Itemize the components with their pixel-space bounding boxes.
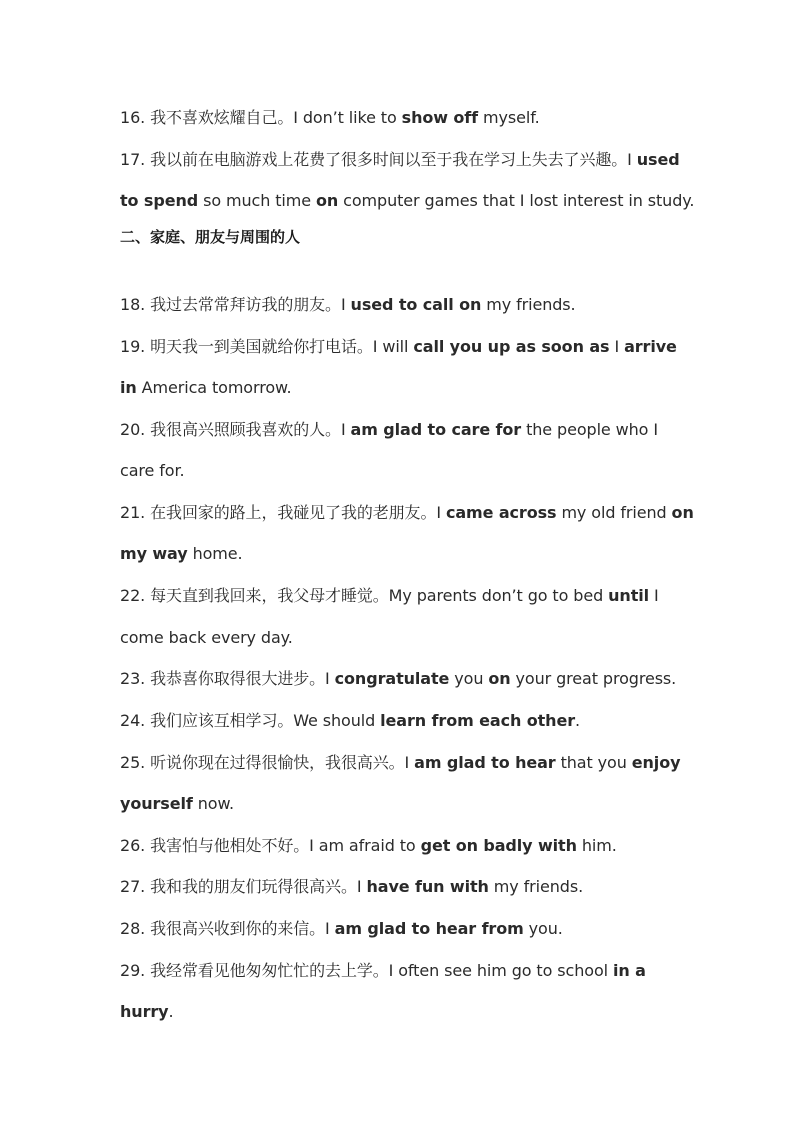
sentence-text: 29.	[120, 961, 151, 980]
sentence-text: 我们应该互相学习。We should	[150, 711, 381, 730]
sentence-text: 我不喜欢炫耀自己。I don’t like to	[150, 108, 402, 127]
sentence-text: my friends.	[488, 877, 584, 896]
sentence-text: care for.	[120, 461, 185, 480]
sentence-text: I	[609, 337, 625, 356]
sentence-text: come back every day.	[120, 628, 293, 647]
sentence-text: 我恭喜你取得很大进步。I	[150, 669, 335, 688]
sentence-text: home.	[187, 544, 243, 563]
sentence-text: 21.	[120, 503, 151, 522]
sentence-text: .	[168, 1002, 174, 1021]
sentence-line-24	[120, 710, 690, 732]
sentence-text: myself.	[478, 108, 540, 127]
sentence-text: 17.	[120, 150, 151, 169]
sentence-text: 22.	[120, 586, 151, 605]
sentence-line-25b	[120, 793, 690, 815]
key-phrase: am glad to care for	[350, 420, 522, 439]
sentence-text: 16.	[120, 108, 151, 127]
key-phrase: congratulate	[334, 669, 450, 688]
key-phrase: on	[315, 191, 339, 210]
sentence-text: you.	[523, 919, 563, 938]
sentence-text: my old friend	[556, 503, 672, 522]
sentence-text: 25.	[120, 753, 151, 772]
sentence-text: 明天我一到美国就给你打电话。I will	[150, 337, 414, 356]
sentence-text: 26.	[120, 836, 151, 855]
sentence-text: 23.	[120, 669, 151, 688]
sentence-text: 28.	[120, 919, 151, 938]
key-phrase: enjoy	[631, 753, 681, 772]
sentence-line-20a	[120, 419, 690, 441]
key-phrase: call you up as soon as	[413, 337, 610, 356]
sentence-line-22b	[120, 627, 690, 649]
sentence-line-17b	[120, 190, 695, 212]
key-phrase: in a	[612, 961, 646, 980]
sentence-text: 19.	[120, 337, 151, 356]
sentence-text: 我经常看见他匆匆忙忙的去上学。I often see him go to school	[150, 961, 613, 980]
key-phrase: on	[671, 503, 694, 522]
sentence-text: so much time	[198, 191, 316, 210]
sentence-text: America tomorrow.	[136, 378, 292, 397]
sentence-text: 我和我的朋友们玩得很高兴。I	[150, 877, 367, 896]
key-phrase: hurry	[120, 1002, 169, 1021]
sentence-line-16	[120, 107, 690, 129]
sentence-text: that you	[555, 753, 632, 772]
sentence-line-21a	[120, 502, 694, 524]
sentence-line-21b	[120, 543, 690, 565]
key-phrase: arrive	[624, 337, 677, 356]
sentence-text: 27.	[120, 877, 151, 896]
key-phrase: am glad to hear from	[334, 919, 524, 938]
sentence-text: 听说你现在过得很愉快，我很高兴。I	[150, 753, 415, 772]
key-phrase: to spend	[120, 191, 199, 210]
key-phrase: show off	[401, 108, 479, 127]
sentence-text: your great progress.	[510, 669, 677, 688]
key-phrase: get on badly with	[420, 836, 577, 855]
sentence-text: I	[649, 586, 659, 605]
key-phrase: used to call on	[350, 295, 482, 314]
sentence-text: 我很高兴收到你的来信。I	[150, 919, 335, 938]
sentence-text: 在我回家的路上，我碰见了我的老朋友。I	[150, 503, 446, 522]
key-phrase: learn from each other	[380, 711, 575, 730]
sentence-text: the people who I	[521, 420, 658, 439]
key-phrase: used	[636, 150, 680, 169]
sentence-line-28	[120, 918, 690, 940]
key-phrase: in	[120, 378, 137, 397]
sentence-line-17a	[120, 149, 690, 171]
sentence-text: .	[575, 711, 580, 730]
key-phrase: came across	[445, 503, 557, 522]
sentence-text: 20.	[120, 420, 151, 439]
sentence-text: you	[449, 669, 489, 688]
sentence-line-29a	[120, 960, 690, 982]
sentence-line-27	[120, 876, 690, 898]
sentence-text: 我害怕与他相处不好。I am afraid to	[150, 836, 421, 855]
sentence-line-25a	[120, 752, 690, 774]
sentence-line-22a	[120, 585, 690, 607]
key-phrase: my way	[120, 544, 188, 563]
key-phrase: yourself	[120, 794, 193, 813]
sentence-text: 每天直到我回来，我父母才睡觉。My parents don’t go to bed	[150, 586, 609, 605]
key-phrase: am glad to hear	[414, 753, 556, 772]
sentence-line-20b	[120, 460, 690, 482]
sentence-text: him.	[576, 836, 617, 855]
sentence-text: 18.	[120, 295, 151, 314]
sentence-text: 我过去常常拜访我的朋友。I	[150, 295, 351, 314]
sentence-line-18	[120, 294, 690, 316]
sentence-text: my friends.	[481, 295, 576, 314]
key-phrase: on	[488, 669, 511, 688]
sentence-text: 24.	[120, 711, 151, 730]
sentence-line-19a	[120, 336, 690, 358]
sentence-line-23	[120, 668, 690, 690]
section-heading: 二、家庭、朋友与周围的人	[120, 228, 301, 246]
sentence-text: 我很高兴照顾我喜欢的人。I	[150, 420, 351, 439]
key-phrase: have fun with	[366, 877, 489, 896]
sentence-line-19b	[120, 377, 690, 399]
sentence-text: computer games that I lost interest in study.	[338, 191, 695, 210]
sentence-text: now.	[192, 794, 234, 813]
key-phrase: until	[608, 586, 650, 605]
sentence-text: 我以前在电脑游戏上花费了很多时间以至于我在学习上失去了兴趣。I	[150, 150, 637, 169]
sentence-line-26	[120, 835, 690, 857]
sentence-line-29b	[120, 1001, 690, 1023]
